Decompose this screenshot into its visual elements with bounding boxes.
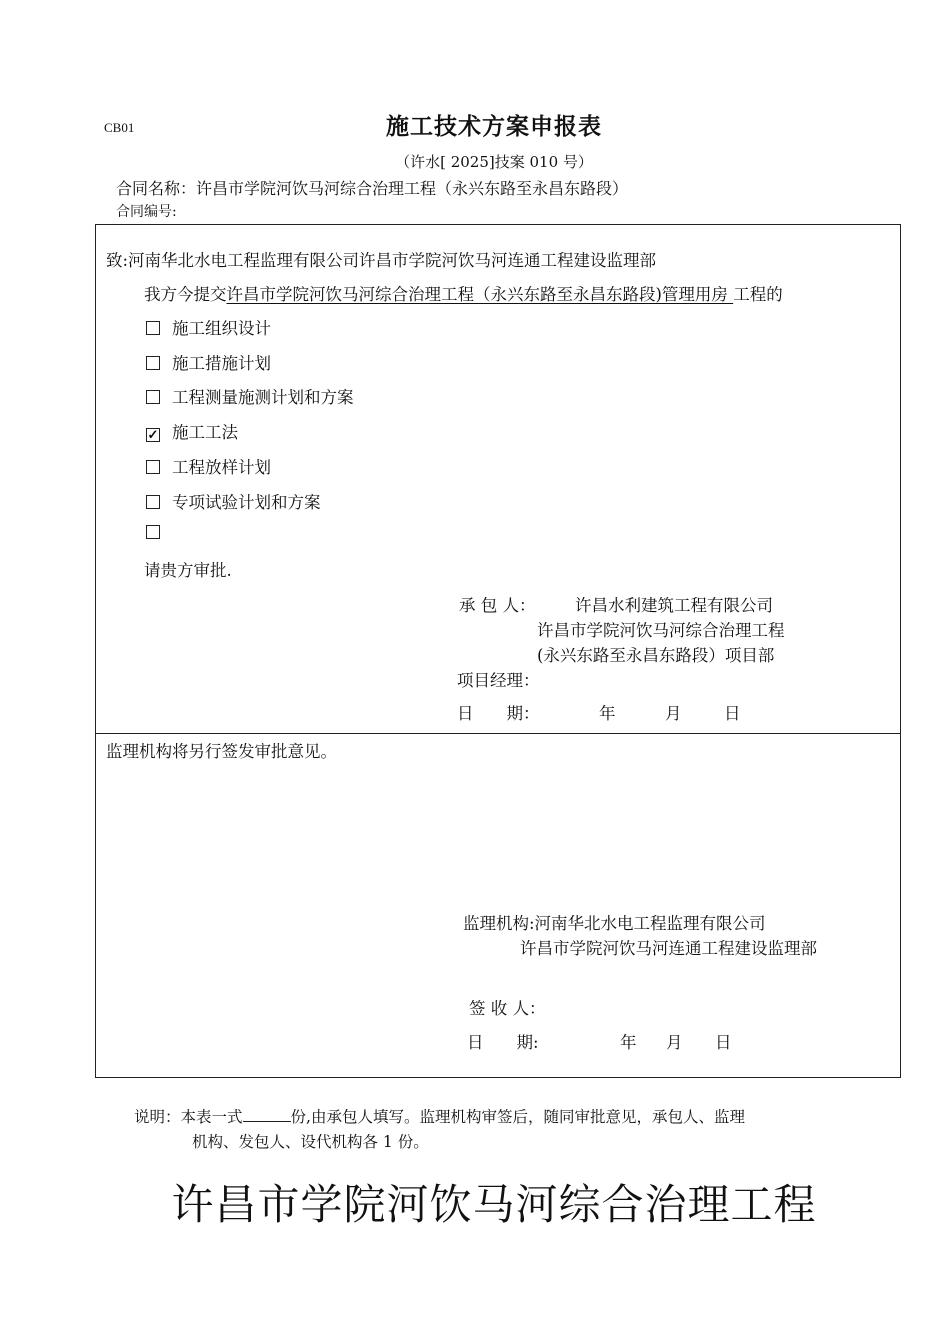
submission-suffix: 工程的 bbox=[733, 285, 783, 304]
supervision-opinion: 监理机构将另行签发审批意见。 bbox=[106, 742, 337, 761]
plan-option-label: 施工组织设计 bbox=[172, 319, 271, 338]
note-suffix: 份,由承包人填写。监理机构审签后，随同审批意见，承包人、监理 bbox=[290, 1108, 745, 1126]
contract-name: 合同名称：许昌市学院河饮马河综合治理工程（永兴东路至永昌东路段） bbox=[116, 179, 629, 198]
contract-number: 合同编号: bbox=[116, 204, 177, 220]
submission-date-day: 日 bbox=[724, 704, 741, 723]
plan-option[interactable] bbox=[146, 454, 271, 478]
approval-request: 请贵方审批. bbox=[144, 561, 232, 580]
supervision-dept: 许昌市学院河饮马河连通工程建设监理部 bbox=[520, 939, 817, 958]
plan-option-label: 工程测量施测计划和方案 bbox=[172, 388, 354, 408]
plan-option[interactable] bbox=[146, 350, 271, 374]
contractor-label: 承 包 人： bbox=[459, 596, 536, 615]
form-title: 施工技术方案申报表 bbox=[386, 113, 602, 140]
plan-option-label: 施工措施计划 bbox=[172, 353, 271, 373]
submission-section bbox=[95, 224, 901, 734]
addressee: 致:河南华北水电工程监理有限公司许昌市学院河饮马河连通工程建设监理部 bbox=[106, 251, 657, 270]
plan-option[interactable] bbox=[146, 419, 238, 443]
checkbox-icon[interactable] bbox=[146, 495, 160, 509]
plan-option[interactable] bbox=[146, 315, 271, 339]
note-prefix: 说明：本表一式 bbox=[134, 1108, 243, 1126]
form-note bbox=[134, 1104, 745, 1130]
receipt-date-month: 月 bbox=[666, 1033, 683, 1052]
submission-project: 许昌市学院河饮马河综合治理工程（永兴东路至永昌东路段)管理用房 bbox=[226, 285, 734, 304]
receipt-date-day: 日 bbox=[715, 1033, 732, 1052]
submission-prefix: 我方今提交 bbox=[144, 285, 227, 304]
checkbox-icon[interactable] bbox=[146, 321, 160, 335]
plan-option-label: 工程放样计划 bbox=[172, 457, 271, 477]
checkbox-icon[interactable] bbox=[146, 460, 160, 474]
checked-checkbox-icon[interactable]: ✓ bbox=[147, 428, 159, 444]
receipt-date-label: 日 期: bbox=[467, 1033, 539, 1052]
form-code: CB01 bbox=[104, 120, 135, 135]
contractor-dept-line1: 许昌市学院河饮马河综合治理工程 bbox=[537, 621, 785, 640]
project-footer-title: 许昌市学院河饮马河综合治理工程 bbox=[171, 1180, 817, 1229]
form-note-line2: 机构、发包人、设代机构各 1 份。 bbox=[192, 1133, 429, 1151]
project-manager-label: 项目经理： bbox=[457, 671, 540, 690]
supervision-section bbox=[95, 733, 901, 1078]
submission-date-month: 月 bbox=[665, 704, 682, 723]
submission-statement bbox=[144, 281, 783, 305]
checkbox-icon[interactable] bbox=[146, 390, 160, 404]
plan-option[interactable] bbox=[146, 489, 321, 513]
checkbox-icon[interactable] bbox=[146, 356, 160, 370]
receiver-label: 签 收 人： bbox=[469, 999, 546, 1018]
plan-option-label: 专项试验计划和方案 bbox=[172, 492, 321, 512]
submission-date-label: 日 期： bbox=[457, 704, 540, 723]
contractor-dept-line2: (永兴东路至永昌东路段）项目部 bbox=[537, 646, 775, 665]
submission-date-year: 年 bbox=[599, 704, 616, 723]
contractor-name: 许昌水利建筑工程有限公司 bbox=[575, 596, 773, 615]
checkbox-icon[interactable] bbox=[146, 525, 160, 539]
plan-option-label: 施工工法 bbox=[172, 423, 238, 443]
plan-option[interactable] bbox=[146, 523, 172, 542]
copies-blank bbox=[243, 1107, 291, 1122]
supervision-org: 监理机构:河南华北水电工程监理有限公司 bbox=[463, 914, 766, 933]
document-number: （许水[ 2025]技案 010 号） bbox=[395, 153, 593, 171]
receipt-date-year: 年 bbox=[620, 1033, 637, 1052]
plan-option[interactable] bbox=[146, 384, 354, 408]
